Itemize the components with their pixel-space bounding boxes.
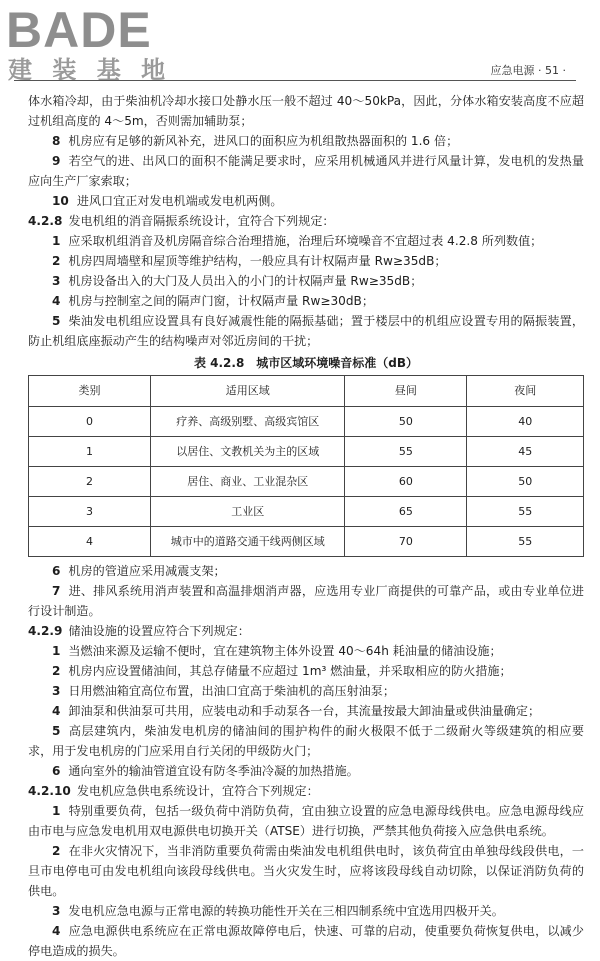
table-cell: 40: [467, 407, 584, 437]
table-cell: 疗养、高级别墅、高级宾馆区: [151, 407, 345, 437]
paragraph: [28, 561, 584, 581]
paragraph: [28, 721, 584, 761]
running-head: 应急电源 · 51 ·: [490, 64, 566, 77]
item-text: 机房四周墙壁和屋顶等维护结构，一般应具有计权隔声量 Rw≥35dB；: [68, 254, 447, 268]
column-header: 类别: [29, 376, 151, 407]
table-cell: 3: [29, 497, 151, 527]
table-header-row: [29, 376, 584, 407]
item-number: 1: [52, 234, 61, 248]
paragraph: [28, 681, 584, 701]
header-rule: [14, 80, 576, 81]
item-text: 卸油泵和供油泵可共用，应装电动和手动泵各一台，其流量按最大卸油量或供油量确定；: [68, 704, 541, 718]
item-text: 当燃油来源及运输不便时，宜在建筑物主体外设置 40～64h 耗油量的储油设施；: [68, 644, 502, 658]
item-text: 特别重要负荷，包括一级负荷中消防负荷，宜由独立设置的应急电源母线供电。应急电源母线应由市电与应急发电机用双电源供电切换开关（ATSE）进行切换，严禁其他负荷接入应急供电系统。: [28, 804, 584, 838]
item-text: 体水箱冷却，由于柴油机冷却水接口处静水压一般不超过 40～50kPa，因此，分体水箱安装高度不应超过机组高度的 4～5m，否则需加辅助泵；: [28, 94, 584, 128]
table-cell: 55: [467, 527, 584, 557]
column-header: 适用区域: [151, 376, 345, 407]
item-number: 10: [52, 194, 69, 208]
item-number: 2: [52, 844, 61, 858]
paragraph: [28, 581, 584, 621]
item-number: 1: [52, 804, 61, 818]
item-text: 柴油发电机组应设置具有良好减震性能的隔振基础；置于楼层中的机组应设置专用的隔振装置，防止机组底座振动产生的结构噪声对邻近房间的干扰；: [28, 314, 584, 348]
table-cell: 4: [29, 527, 151, 557]
table-row: [29, 467, 584, 497]
paragraph: [28, 641, 584, 661]
table-cell: 居住、商业、工业混杂区: [151, 467, 345, 497]
item-text: 日用燃油箱宜高位布置，出油口宜高于柴油机的高压射油泵；: [68, 684, 395, 698]
item-number: 9: [52, 154, 61, 168]
item-text: 机房内应设置储油间，其总存储量不应超过 1m³ 燃油量，并采取相应的防火措施；: [68, 664, 512, 678]
logo: [6, 2, 186, 86]
paragraph: [28, 191, 584, 211]
table-row: [29, 407, 584, 437]
table-row: [29, 497, 584, 527]
page-body: [28, 91, 584, 961]
item-text: 机房设备出入的大门及人员出入的小门的计权隔声量 Rw≥35dB；: [68, 274, 423, 288]
logo-subtitle: 建 装 基 地: [8, 56, 172, 84]
noise-standard-table: [28, 375, 584, 557]
table-row: [29, 527, 584, 557]
item-number: 5: [52, 314, 61, 328]
item-number: 6: [52, 564, 61, 578]
section-4-2-8-items: [28, 231, 584, 351]
item-text: 机房与控制室之间的隔声门窗，计权隔声量 Rw≥30dB；: [68, 294, 374, 308]
item-text: 应采取机组消音及机房隔音综合治理措施，治理后环境噪音不宜超过表 4.2.8 所列数值；: [68, 234, 543, 248]
table-cell: 0: [29, 407, 151, 437]
table-cell: 50: [467, 467, 584, 497]
section-4-2-8-items-cont: [28, 561, 584, 621]
item-number: 2: [52, 254, 61, 268]
item-number: 4: [52, 294, 61, 308]
column-header: 夜间: [467, 376, 584, 407]
logo-wordmark: BADE: [6, 2, 152, 58]
section-4-2-9-heading: 4.2.9 储油设施的设置应符合下列规定：: [28, 624, 250, 638]
item-number: 3: [52, 684, 61, 698]
item-text: 若空气的进、出风口的面积不能满足要求时，应采用机械通风并进行风量计算，发电机的发热量应向生产厂家索取；: [28, 154, 584, 188]
item-number: 8: [52, 134, 61, 148]
item-number: 4: [52, 924, 61, 938]
item-text: 进风口宜正对发电机端或发电机两侧。: [76, 194, 283, 208]
table-cell: 50: [345, 407, 467, 437]
section-4-2-9-items: [28, 641, 584, 781]
item-text: 通向室外的输油管道宜设有防冬季油冷凝的加热措施。: [68, 764, 359, 778]
paragraph: [28, 291, 584, 311]
item-number: 3: [52, 274, 61, 288]
item-text: 机房应有足够的新风补充，进风口的面积应为机组散热器面积的 1.6 倍；: [68, 134, 459, 148]
item-number: 5: [52, 724, 61, 738]
top-paragraphs: [28, 91, 584, 211]
section-4-2-8-heading: 4.2.8 发电机组的消音隔振系统设计，宜符合下列规定：: [28, 214, 335, 228]
item-text: 进、排风系统用消声装置和高温排烟消声器，应选用专业厂商提供的可靠产品，或由专业单位进行设计制造。: [28, 584, 584, 618]
table-cell: 60: [345, 467, 467, 497]
table-cell: 55: [345, 437, 467, 467]
table-body: [29, 407, 584, 557]
paragraph: [28, 841, 584, 901]
item-number: 1: [52, 644, 61, 658]
paragraph: [28, 701, 584, 721]
item-number: 6: [52, 764, 61, 778]
paragraph: [28, 901, 584, 921]
section-4-2-10-heading: 4.2.10 发电机应急供电系统设计，宜符合下列规定：: [28, 784, 319, 798]
table-cell: 以居住、文教机关为主的区域: [151, 437, 345, 467]
item-text: 在非火灾情况下，当非消防重要负荷需由柴油发电机组供电时，该负荷宜由单独母线段供电，一旦市电停电可由发电机组向该段母线供电。当火灾发生时，应将该段母线自动切除，以保证消防负荷的供电。: [28, 844, 584, 898]
item-text: 应急电源供电系统应在正常电源故障停电后，快速、可靠的启动，使重要负荷恢复供电，以减少停电造成的损失。: [28, 924, 584, 958]
item-number: 4: [52, 704, 61, 718]
paragraph: [28, 251, 584, 271]
table-cell: 45: [467, 437, 584, 467]
item-text: 高层建筑内，柴油发电机房的储油间的围护构件的耐火极限不低于二级耐火等级建筑的相应要求，用于发电机房的门应采用自行关闭的甲级防火门；: [28, 724, 584, 758]
item-number: 7: [52, 584, 61, 598]
paragraph: [28, 801, 584, 841]
section-4-2-10-items: [28, 801, 584, 961]
item-text: 机房的管道应采用减震支架；: [68, 564, 226, 578]
paragraph: [28, 131, 584, 151]
paragraph: [28, 271, 584, 291]
table-cell: 工业区: [151, 497, 345, 527]
table-cell: 55: [467, 497, 584, 527]
table-caption: 表 4.2.8 城市区域环境噪音标准（dB）: [193, 356, 419, 370]
item-number: 3: [52, 904, 61, 918]
paragraph: [28, 91, 584, 131]
paragraph: [28, 921, 584, 961]
table-cell: 65: [345, 497, 467, 527]
item-text: 发电机应急电源与正常电源的转换功能性开关在三相四制系统中宜选用四极开关。: [68, 904, 504, 918]
item-number: 2: [52, 664, 61, 678]
paragraph: [28, 761, 584, 781]
table-cell: 1: [29, 437, 151, 467]
paragraph: [28, 661, 584, 681]
table-cell: 城市中的道路交通干线两侧区域: [151, 527, 345, 557]
table-row: [29, 437, 584, 467]
paragraph: [28, 311, 584, 351]
table-cell: 70: [345, 527, 467, 557]
paragraph: [28, 231, 584, 251]
column-header: 昼间: [345, 376, 467, 407]
paragraph: [28, 151, 584, 191]
table-cell: 2: [29, 467, 151, 497]
